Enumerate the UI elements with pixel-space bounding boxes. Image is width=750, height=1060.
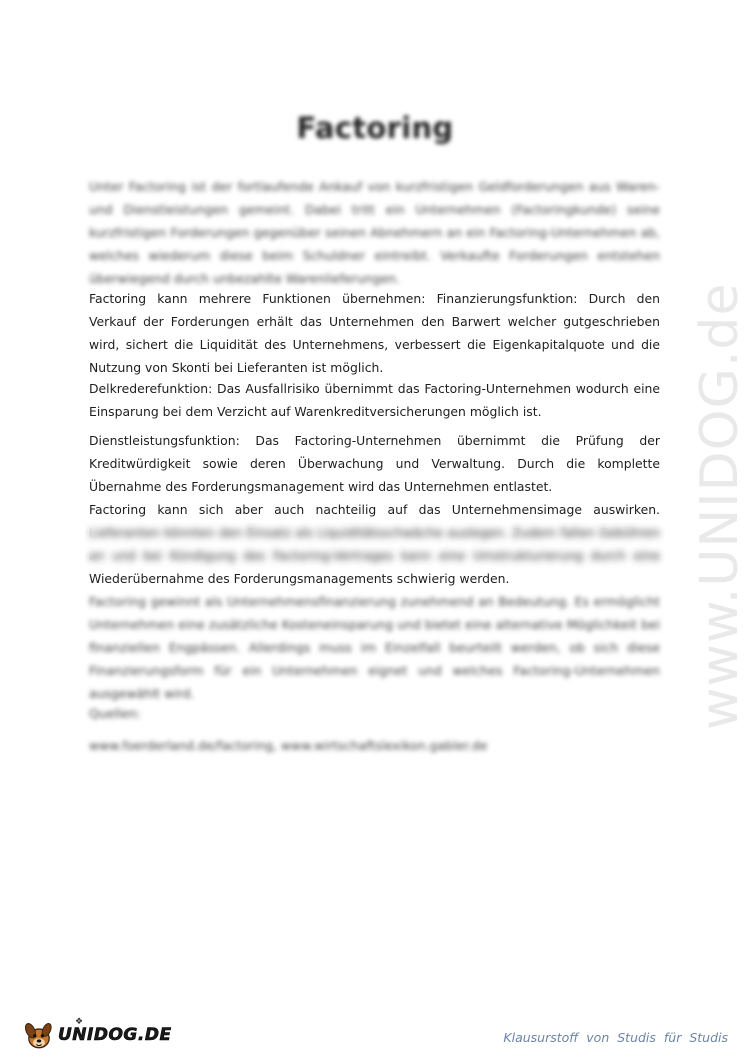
paragraph-functions: Factoring kann mehrere Funktionen übernehmen: Finanzierungsfunktion: Durch den Verkauf der Forderungen erhält das Unternehmen den Barwert welcher gutgeschrieben wird, sichert die Liquidität des Unternehmens, verbessert die Eigenkapitalquote und die Nutzung von Skonti bei Lieferanten ist möglich. [89,291,660,375]
paragraph-service: Dienstleistungsfunktion: Das Factoring-Unternehmen übernimmt die Prüfung der Kreditwürdigkeit sowie deren Überwachung und Verwaltung. Durch die komplette Übernahme des Forderungsmanagement wird das Unternehmen entlastet. [89,433,660,494]
footer-slogan: Klausurstoff von Studis für Studis [503,1030,728,1045]
dog-icon [22,1018,56,1052]
paragraph-disadvantages: Factoring kann sich aber auch nachteilig auf das Unternehmensimage auswirken. Lieferanten könnten den Einsatz als Liquiditätsschwäche auslegen. Zudem fallen Gebühren an und bei Kündigung des Factoring-Vertrages kann eine Umstrukturierung durch eine Wiederübernahme des Forderungsmanagements schwierig werden. [89,502,660,586]
blur-overlay [85,522,665,570]
unidog-logo [22,1016,172,1054]
sources-label: Quellen: [89,706,141,721]
paw-icon: ❖ [75,1017,84,1027]
watermark: www.UNIDOG.de [690,282,750,730]
paragraph-delkredere: Delkrederefunktion: Das Ausfallrisiko übernimmt das Factoring-Unternehmen wodurch eine Einsparung bei dem Verzicht auf Warenkreditversicherungen möglich ist. [89,381,660,419]
logo-text: UNIDOG.DE [58,1025,172,1045]
document-title: Factoring [296,111,454,146]
paragraph-conclusion: Factoring gewinnt als Unternehmensfinanzierung zunehmend an Bedeutung. Es ermöglicht Unternehmen eine zusätzliche Kosteneinsparung und bietet eine alternative Möglichkeit bei finanziellen Engpässen. Allerdings muss im Einzelfall beurteilt werden, ob sich diese Finanzierungsform für ein Unternehmen eignet und welches Factoring-Unternehmen ausgewählt wird. [89,594,660,701]
paragraph-definition: Unter Factoring ist der fortlaufende Ankauf von kurzfristigen Geldforderungen aus Waren- und Dienstleistungen gemeint. Dabei tritt ein Unternehmen (Factoringkunde) seine kurzfristigen Forderungen gegenüber seinen Abnehmern an ein Factoring-Unternehmen ab, welches wiederum diese beim Schuldner eintreibt. Verkaufte Forderungen entstehen überwiegend durch unbezahlte Warenlieferungen. [89,179,660,286]
sources-links: www.foerderland.de/factoring, www.wirtschaftslexikon.gabler.de [89,738,488,753]
